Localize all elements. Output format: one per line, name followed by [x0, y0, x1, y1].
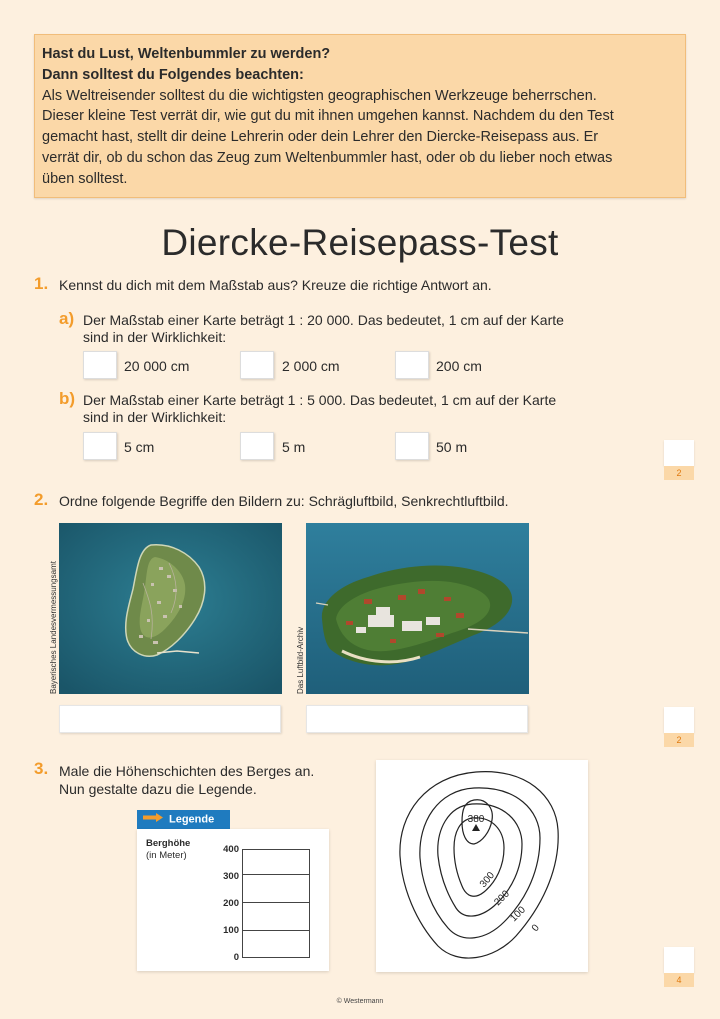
- q1a-option-2: 2 000 cm: [282, 358, 340, 374]
- island-top-view: [59, 523, 282, 694]
- score-points: 2: [664, 466, 694, 480]
- q1-number: 1.: [34, 274, 49, 293]
- arrow-right-icon: [143, 810, 163, 829]
- q1a-option-3: 200 cm: [436, 358, 482, 374]
- q2-score-box[interactable]: [664, 707, 694, 747]
- legend-title: Berghöhe: [146, 838, 191, 849]
- q1b-line2: sind in der Wirklichkeit:: [83, 409, 227, 425]
- legend-unit: (in Meter): [146, 850, 187, 861]
- q1a-label: a): [59, 309, 75, 328]
- contour-map[interactable]: [376, 760, 588, 972]
- q1b-option-2: 5 m: [282, 439, 306, 455]
- q1-text: Kennst du dich mit dem Maßstab aus? Kreuze die richtige Antwort an.: [59, 277, 492, 293]
- photo-credit-right: Das Luftbild-Archiv: [296, 626, 305, 694]
- intro-line: Als Weltreisender solltest du die wichtigsten geographischen Werkzeuge beherrschen.: [42, 87, 597, 104]
- intro-line: üben solltest.: [42, 170, 128, 187]
- intro-line: gemacht hast, stellt dir deine Lehrerin oder dein Lehrer den Diercke-Reisepass aus. Er: [42, 129, 599, 146]
- q1a-line1: Der Maßstab einer Karte beträgt 1 : 20 000. Das bedeutet, 1 cm auf der Karte: [83, 312, 564, 328]
- q1a-text: [83, 312, 564, 346]
- legend-color-field-200[interactable]: [242, 903, 310, 931]
- q1a-line2: sind in der Wirklichkeit:: [83, 329, 227, 345]
- q2-number: 2.: [34, 490, 49, 509]
- contour-label: 100: [508, 904, 528, 925]
- q3-number: 3.: [34, 759, 49, 778]
- intro-heading-1: Hast du Lust, Weltenbummler zu werden?: [42, 46, 331, 62]
- photo-credit-left: Bayerisches Landesvermessungsamt: [49, 561, 58, 694]
- q3-line2: Nun gestalte dazu die Legende.: [59, 781, 257, 797]
- answer-field-left[interactable]: [59, 705, 281, 733]
- q1a-option-1: 20 000 cm: [124, 358, 190, 374]
- score-points: 2: [664, 733, 694, 747]
- q3-line1: Male die Höhenschichten des Berges an.: [59, 763, 315, 779]
- q1b-label: b): [59, 389, 76, 408]
- q3-text: [59, 762, 314, 798]
- q1b-option-1: 5 cm: [124, 439, 155, 455]
- copyright: © Westermann: [336, 998, 384, 1005]
- contour-label: 380: [467, 814, 485, 825]
- q1b-text: [83, 392, 556, 426]
- legend-box: [137, 829, 329, 971]
- contour-label: 200: [492, 888, 512, 909]
- island-oblique-view: [306, 523, 529, 694]
- q1a-checkbox-3[interactable]: [395, 351, 429, 379]
- mountain-contours: [376, 760, 588, 972]
- q1-score-box[interactable]: [664, 440, 694, 480]
- q1b-line1: Der Maßstab einer Karte beträgt 1 : 5 000. Das bedeutet, 1 cm auf der Karte: [83, 392, 557, 408]
- legend-tick: 100: [223, 925, 239, 936]
- legend-tick: 400: [223, 844, 239, 855]
- contour-label: 0: [529, 922, 542, 934]
- legend-tick: 200: [223, 898, 239, 909]
- page-title: Diercke-Reisepass-Test: [161, 222, 559, 263]
- legend-tab: [137, 810, 230, 829]
- q1b-checkbox-2[interactable]: [240, 432, 274, 460]
- contour-label: 300: [477, 870, 498, 890]
- intro-heading-2: Dann solltest du Folgendes beachten:: [42, 66, 304, 83]
- intro-line: Dieser kleine Test verrät dir, wie gut du mit ihnen umgehen kannst. Nachdem du den Test: [42, 108, 614, 125]
- q1a-checkbox-1[interactable]: [83, 351, 117, 379]
- intro-box: [34, 34, 686, 198]
- legend-tick: 0: [233, 952, 239, 963]
- vertical-aerial-photo: [59, 523, 282, 694]
- legend-color-field-400[interactable]: [242, 849, 310, 875]
- q1b-option-3: 50 m: [436, 439, 468, 455]
- score-field[interactable]: [664, 947, 694, 973]
- legend-tab-label: Legende: [169, 813, 215, 826]
- q1b-checkbox-3[interactable]: [395, 432, 429, 460]
- q1a-checkbox-2[interactable]: [240, 351, 274, 379]
- legend-tick: 300: [223, 871, 239, 882]
- answer-field-right[interactable]: [306, 705, 528, 733]
- intro-line: verrät dir, ob du schon das Zeug zum Weltenbummler hast, oder ob du lieber noch etwas: [42, 149, 613, 166]
- q3-score-box[interactable]: [664, 947, 694, 987]
- q1b-checkbox-1[interactable]: [83, 432, 117, 460]
- summit-triangle-icon: [472, 824, 480, 831]
- legend-color-field-300[interactable]: [242, 875, 310, 903]
- oblique-aerial-photo: [306, 523, 529, 694]
- legend-color-field-100[interactable]: [242, 931, 310, 958]
- q2-text: Ordne folgende Begriffe den Bildern zu: Schrägluftbild, Senkrechtluftbild.: [59, 493, 509, 509]
- score-field[interactable]: [664, 440, 694, 466]
- score-points: 4: [664, 973, 694, 987]
- score-field[interactable]: [664, 707, 694, 733]
